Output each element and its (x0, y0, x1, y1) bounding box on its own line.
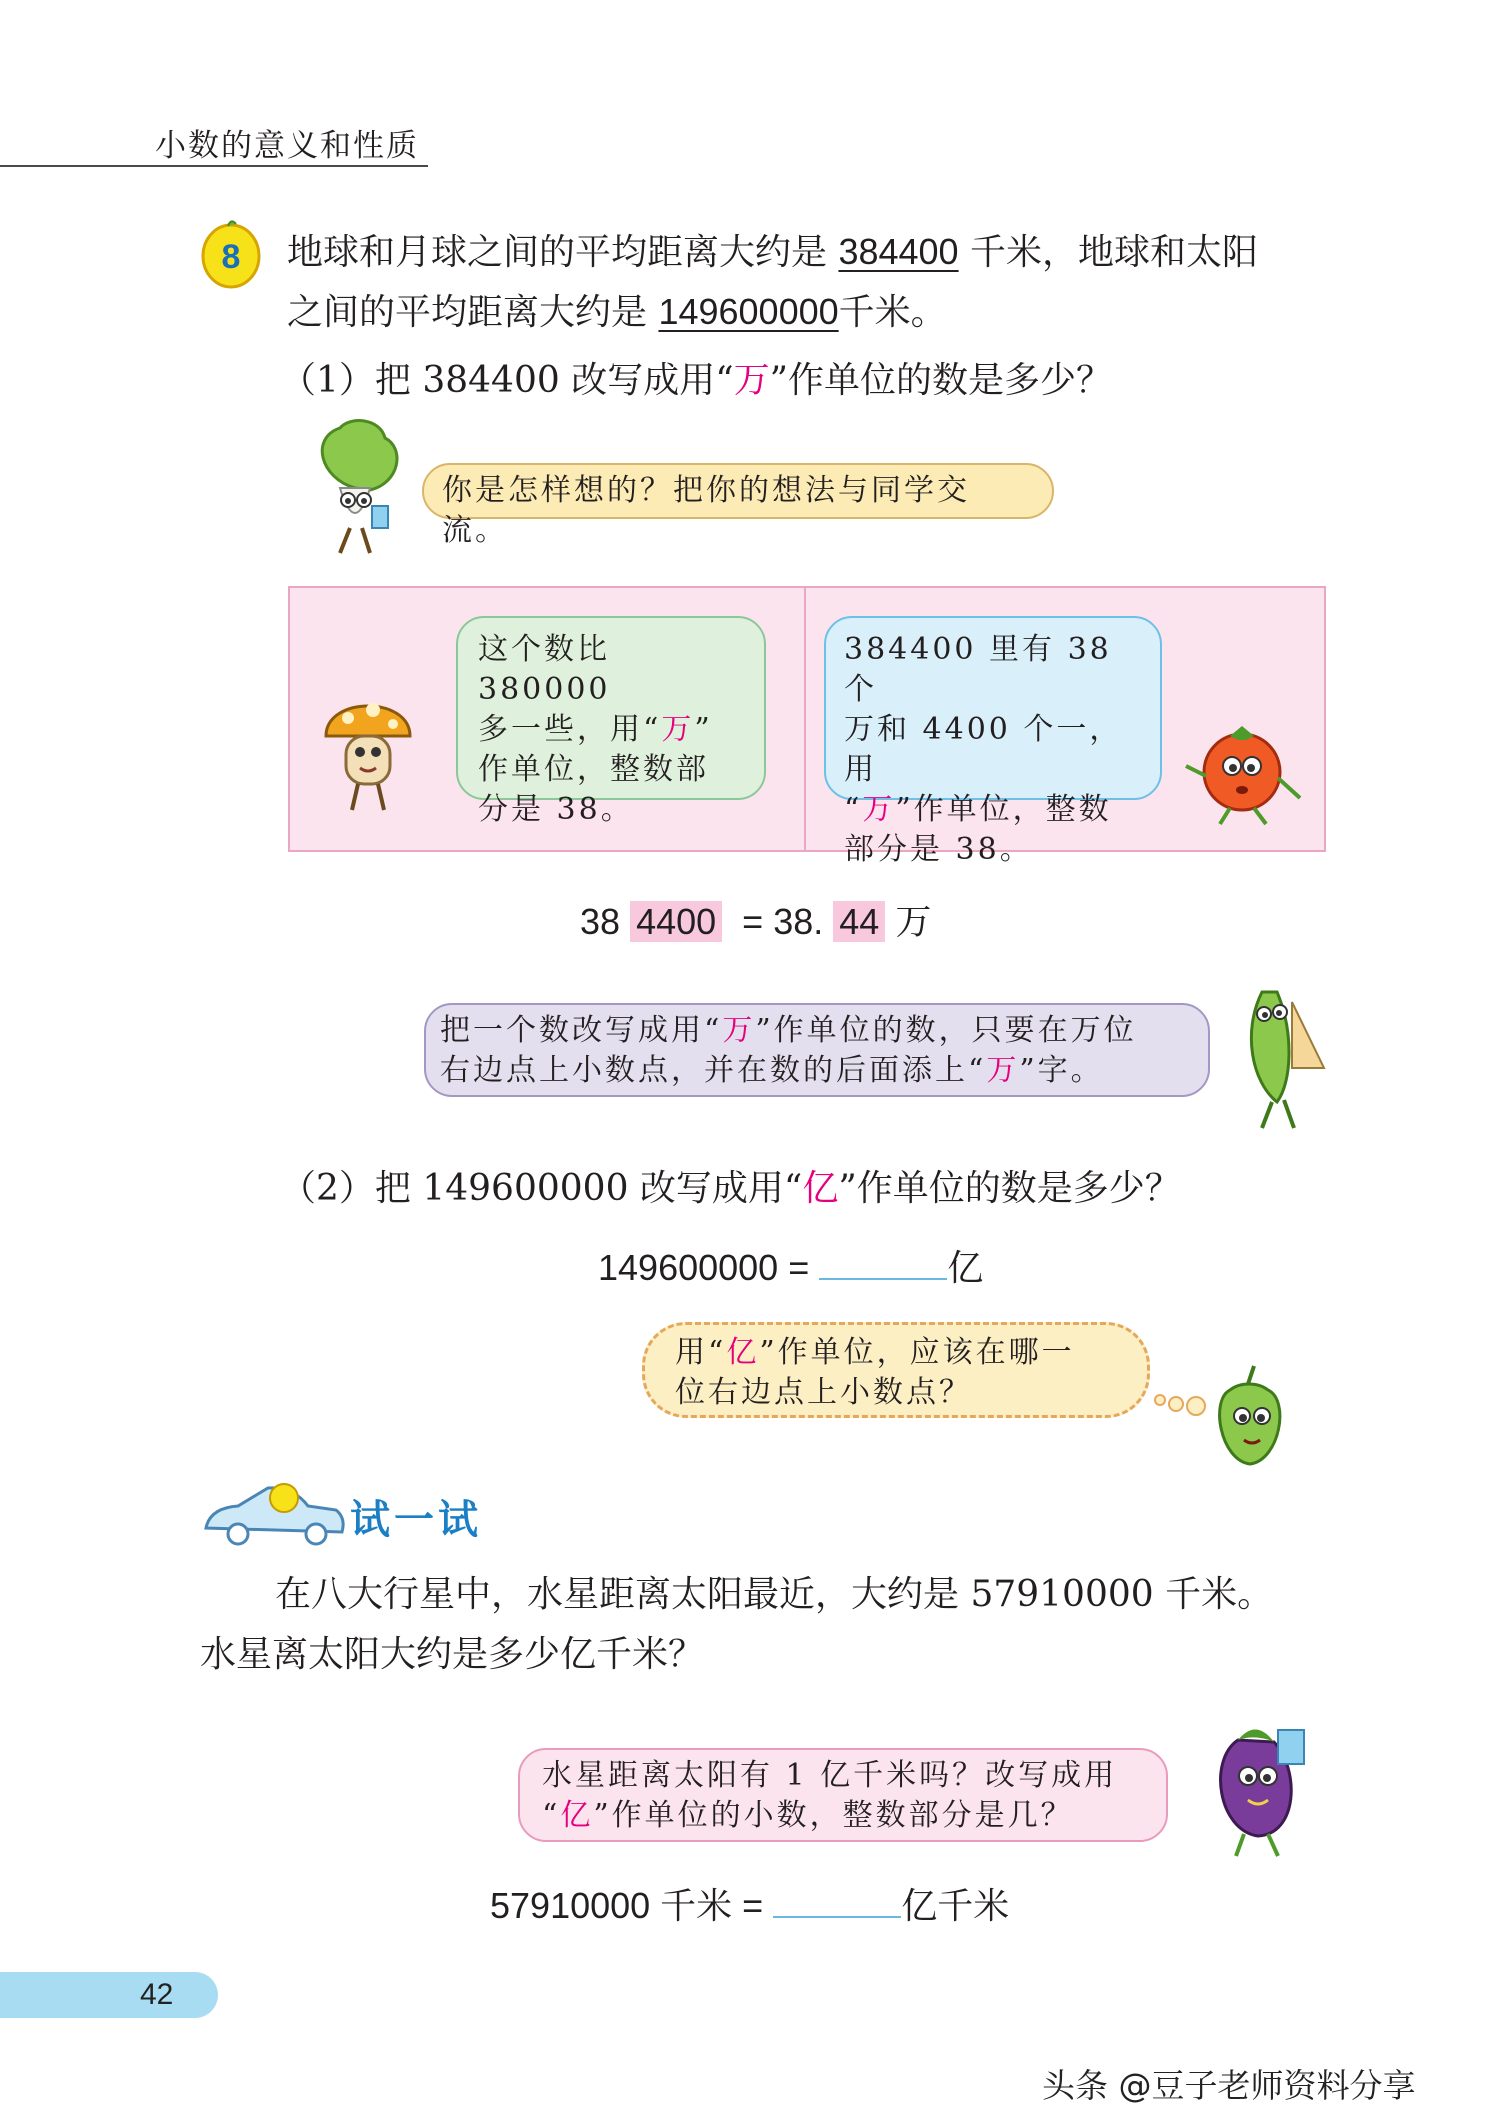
problem-line-2: 之间的平均距离大约是 149600000千米。 (287, 291, 947, 333)
green-pepper-character-icon (1150, 1360, 1320, 1480)
try-it-heading: 试一试 (350, 1497, 482, 1543)
answer-blank[interactable] (773, 1884, 901, 1918)
equation-mercury: 57910000 千米 = 亿千米 (490, 1885, 1010, 1927)
watermark: 头条 @豆子老师资料分享 (1042, 2066, 1416, 2105)
lemon-number-badge-icon (198, 218, 264, 290)
panel-divider (804, 588, 806, 850)
tomato-speech-bubble: 384400 里有 38 个 万和 4400 个一，用 “万”作单位，整数 部分是 38。 (824, 616, 1162, 800)
moon-distance: 384400 (838, 231, 959, 272)
sun-distance: 149600000 (658, 291, 839, 332)
thought-cloud-bubble: 用“亿”作单位，应该在哪一 位右边点上小数点？ (642, 1322, 1150, 1418)
page-number-tab (0, 1972, 218, 2018)
try-it-line-1: 在八大行星中，水星距离太阳最近，大约是 57910000 千米。 (275, 1574, 1274, 1615)
question-1: （1）把 384400 改写成用“万”作单位的数是多少？ (280, 360, 1113, 401)
try-it-line-2: 水星离太阳大约是多少亿千米？ (200, 1634, 705, 1675)
car-character-icon (198, 1478, 348, 1550)
discussion-panel (288, 586, 1326, 852)
equation-yi: 149600000 = 亿 (598, 1247, 984, 1289)
eggplant-speech-bubble: 水星距离太阳有 1 亿千米吗？改写成用 “亿”作单位的小数，整数部分是几？ (518, 1748, 1168, 1842)
rule-speech-bubble: 把一个数改写成用“万”作单位的数，只要在万位 右边点上小数点，并在数的后面添上“万”字。 (424, 1003, 1210, 1097)
mushroom-speech-bubble: 这个数比 380000 多一些，用“万” 作单位，整数部 分是 38。 (456, 616, 766, 800)
page-number: 42 (140, 1978, 174, 2011)
problem-line-1: 地球和月球之间的平均距离大约是 384400 千米，地球和太阳 (287, 231, 1259, 273)
tomato-character-icon (1180, 718, 1310, 828)
equation-wan: 38 4400 = 38. 44 万 (580, 901, 932, 943)
answer-blank[interactable] (819, 1246, 947, 1280)
pea-pod-character-icon (1232, 972, 1332, 1132)
header-rule (0, 165, 428, 167)
think-speech-bubble: 你是怎样想的？把你的想法与同学交流。 (422, 463, 1054, 519)
question-2: （2）把 149600000 改写成用“亿”作单位的数是多少？ (280, 1168, 1181, 1209)
mushroom-character-icon (318, 686, 418, 816)
eggplant-character-icon (1188, 1700, 1328, 1860)
problem-number: 8 (221, 238, 241, 276)
section-title: 小数的意义和性质 (155, 128, 419, 164)
cabbage-character-icon (300, 418, 410, 558)
